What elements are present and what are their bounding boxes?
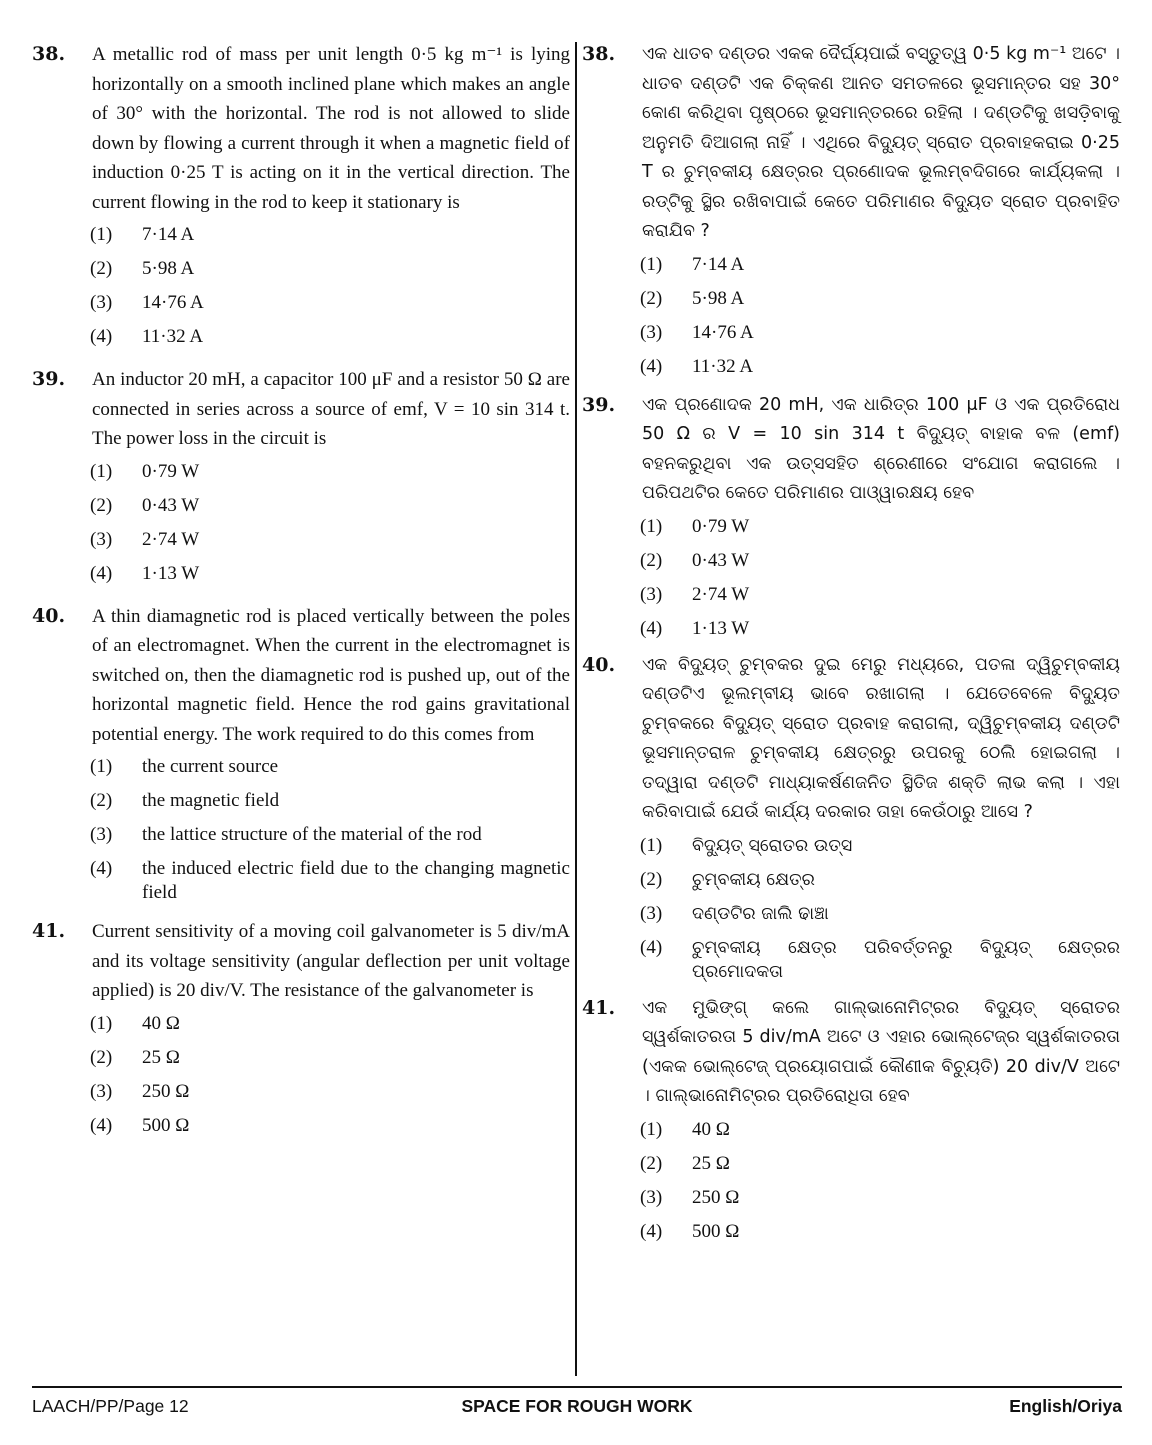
option-4 — [640, 617, 1120, 641]
option-label: (2) — [90, 258, 113, 279]
question-text: ଏକ ବିଦ୍ୟୁତ୍ ଚୁମ୍ବକର ଦୁଇ ମେରୁ ମଧ୍ୟରେ, ପତଳା ଦ୍ୱିଚୁମ୍ବକୀୟ ଦଣ୍ଡଟିଏ ଭୂଲମ୍ବୀୟ ଭାବେ ରଖାଗଲା । ଯେତେବେଳେ ବିଦ୍ୟୁତ ଚୁମ୍ବକରେ ବିଦ୍ୟୁତ୍ ସ୍ରୋତ ପ୍ରବାହ କରାଗଲା, ଦ୍ୱିଚୁମ୍ବକୀୟ ଦଣ୍ଡଟି ଭୂସମାନ୍ତରାଳ ଚୁମ୍ବକୀୟ କ୍ଷେତ୍ରରୁ ଉପରକୁ ଠେଲି ହୋଇଗଲା । ତଦ୍ୱାରା ଦଣ୍ଡଟି ମାଧ୍ୟାକର୍ଷଣଜନିତ ସ୍ଥିତିଜ ଶକ୍ତି ଲାଭ କଲା । ଏହା କରିବାପାଇଁ ଯେଉଁ କାର୍ଯ୍ୟ ଦରକାର ତାହା କେଉଁଠାରୁ ଆସେ ? — [642, 654, 1120, 822]
option-text: 2·74 W — [142, 528, 200, 550]
footer-rule — [32, 1386, 1122, 1388]
option-text: the current source — [142, 756, 279, 777]
option-text: the lattice structure of the material of the rod — [142, 824, 482, 845]
option-text: 0·79 W — [692, 515, 750, 537]
option-label: (3) — [90, 292, 113, 313]
option-label: (2) — [90, 1046, 113, 1068]
option-label: (4) — [90, 1114, 113, 1136]
option-text: 25 Ω — [692, 1152, 730, 1174]
question-text: An inductor 20 mH, a capacitor 100 μF and a resistor 50 Ω are connected in series across a source of emf, V = 10 sin 314 t. The power loss in the circuit is — [92, 369, 570, 449]
option-label: (1) — [640, 515, 663, 537]
option-3 — [640, 902, 1120, 926]
option-text: ଚୁମ୍ବକୀୟ କ୍ଷେତ୍ର ପରିବର୍ତ୍ତନରୁ ବିଦ୍ୟୁତ୍ କ୍ଷେତ୍ରର ପ୍ରମୋଦକତା — [692, 937, 1120, 982]
option-text: 7·14 A — [692, 253, 745, 275]
option-text: 500 Ω — [142, 1114, 190, 1136]
option-2 — [640, 549, 1120, 573]
option-text: the magnetic field — [142, 790, 280, 811]
question-number: 39. — [32, 368, 66, 390]
option-label: (2) — [90, 494, 113, 516]
option-2 — [640, 868, 1120, 892]
option-text: 7·14 A — [142, 224, 195, 245]
option-label: (1) — [90, 1012, 113, 1034]
option-3 — [90, 1080, 570, 1104]
option-1 — [90, 1012, 570, 1036]
option-text: ବିଦ୍ୟୁତ୍ ସ୍ରୋତର ଉତ୍ସ — [692, 835, 853, 856]
option-label: (1) — [640, 834, 663, 856]
option-text: 500 Ω — [692, 1220, 740, 1242]
option-3 — [640, 321, 1120, 345]
oriya-column — [582, 40, 1120, 1258]
option-label: (3) — [640, 583, 663, 605]
option-text: 0·43 W — [692, 549, 750, 571]
option-text: 5·98 A — [692, 287, 745, 309]
question-number: 38. — [582, 43, 616, 65]
option-label: (1) — [90, 224, 113, 245]
option-1 — [90, 223, 570, 247]
question-41-or — [582, 994, 1120, 1244]
option-4 — [640, 1220, 1120, 1244]
option-2 — [90, 257, 570, 281]
option-3 — [90, 291, 570, 315]
question-number: 40. — [32, 604, 66, 627]
question-38-en — [32, 40, 570, 349]
language-label: English/Oriya — [1009, 1396, 1122, 1416]
option-label: (2) — [640, 868, 663, 890]
option-text: 25 Ω — [142, 1046, 180, 1068]
options-list — [90, 460, 570, 586]
options-list — [640, 253, 1120, 379]
question-40-or — [582, 651, 1120, 984]
option-label: (3) — [90, 824, 113, 845]
option-4 — [640, 355, 1120, 379]
question-text: Current sensitivity of a moving coil galvanometer is 5 div/mA and its voltage sensitivity (angular deflection per unit voltage applied) is 20 div/V. The resistance of the galvanometer is — [92, 921, 570, 1001]
option-2 — [90, 1046, 570, 1070]
option-text: 14·76 A — [692, 321, 754, 343]
option-label: (1) — [90, 756, 113, 777]
option-label: (2) — [640, 549, 663, 571]
option-1 — [640, 834, 1120, 858]
question-38-or — [582, 40, 1120, 379]
option-text: 0·43 W — [142, 494, 200, 516]
option-2 — [640, 287, 1120, 311]
option-label: (4) — [640, 1220, 663, 1242]
option-text: 14·76 A — [142, 292, 204, 313]
option-text: 250 Ω — [142, 1080, 190, 1102]
options-list — [90, 223, 570, 349]
question-number: 41. — [582, 996, 616, 1019]
option-1 — [640, 253, 1120, 277]
page-footer — [32, 1396, 1122, 1422]
option-label: (4) — [90, 562, 113, 584]
option-2 — [90, 494, 570, 518]
option-label: (4) — [90, 858, 113, 879]
option-2 — [90, 789, 570, 813]
option-label: (4) — [640, 617, 663, 639]
question-number: 39. — [582, 393, 616, 416]
option-text: 2·74 W — [692, 583, 750, 605]
option-1 — [90, 460, 570, 484]
options-list — [90, 1012, 570, 1138]
option-4 — [90, 562, 570, 586]
option-text: 40 Ω — [692, 1118, 730, 1140]
option-4 — [90, 325, 570, 349]
option-label: (3) — [640, 902, 663, 924]
option-label: (3) — [90, 1080, 113, 1102]
option-label: (3) — [90, 528, 113, 550]
option-label: (2) — [640, 287, 663, 309]
rough-work-label: SPACE FOR ROUGH WORK — [461, 1396, 693, 1416]
option-1 — [640, 1118, 1120, 1142]
question-text: A metallic rod of mass per unit length 0·5 kg m⁻¹ is lying horizontally on a smooth inclined plane which makes an angle of 30° with the horizontal. The rod is not allowed to slide down by flowing a current through it when a magnetic field of induction 0·25 T is acting on it in the vertical direction. The current flowing in the rod to keep it stationary is — [92, 44, 570, 213]
option-label: (4) — [640, 936, 663, 958]
option-3 — [640, 1186, 1120, 1210]
english-column — [32, 40, 570, 1152]
option-text: the induced electric field due to the changing magnetic field — [142, 858, 570, 903]
option-3 — [90, 823, 570, 847]
option-text: ଦଣ୍ଡଟିର ଜାଲି ଢାଞ୍ଚା — [692, 903, 829, 924]
question-41-en — [32, 917, 570, 1138]
option-label: (4) — [640, 355, 663, 377]
option-text: 0·79 W — [142, 460, 200, 482]
option-label: (4) — [90, 326, 113, 347]
option-text: 40 Ω — [142, 1012, 180, 1034]
option-text: 11·32 A — [142, 326, 204, 347]
option-3 — [640, 583, 1120, 607]
options-list — [90, 755, 570, 905]
option-text: 11·32 A — [692, 355, 754, 377]
option-text: ଚୁମ୍ବକୀୟ କ୍ଷେତ୍ର — [692, 869, 815, 890]
question-text: ଏକ ଧାତବ ଦଣ୍ଡର ଏକକ ଦୈର୍ଘ୍ୟପାଇଁ ବସ୍ତୁତ୍ୱ 0·5 kg m⁻¹ ଅଟେ । ଧାତବ ଦଣ୍ଡଟି ଏକ ଚିକ୍‌କଣ ଆନତ ସମତଳରେ ଭୂସମାନ୍ତର ସହ 30° କୋଣ କରିଥିବା ପୃଷ୍ଠରେ ଭୂସମାନ୍ତରରେ ରହିଲା । ଦଣ୍ଡଟିକୁ ଖସଡ଼ିବାକୁ ଅନୁମତି ଦିଆଗଲା ନାହିଁ । ଏଥିରେ ବିଦ୍ୟୁତ୍ ସ୍ରୋତ ପ୍ରବାହକରାଇ 0·25 T ର ଚୁମ୍ବକୀୟ କ୍ଷେତ୍ରର ପ୍ରଣୋଦକ ଭୂଲମ୍ବଦିଗରେ କାର୍ଯ୍ୟକଲା । ରଡ୍‌ଟିକୁ ସ୍ଥିର ରଖିବାପାଇଁ କେତେ ପରିମାଣର ବିଦ୍ୟୁତ ସ୍ରୋତ ପ୍ରବାହିତ କରାଯିବ ? — [642, 44, 1120, 241]
option-1 — [640, 515, 1120, 539]
option-label: (1) — [640, 253, 663, 275]
option-label: (1) — [90, 460, 113, 482]
option-text: 250 Ω — [692, 1186, 740, 1208]
option-label: (1) — [640, 1118, 663, 1140]
question-number: 38. — [32, 43, 66, 65]
options-list — [640, 834, 1120, 984]
option-text: 5·98 A — [142, 258, 195, 279]
column-divider — [575, 42, 577, 1376]
question-text: ଏକ ମୁଭିଙ୍ଗ୍ କଲେ ଗାଲ୍‌ଭାନୋମିଟ୍‌ରର ବିଦ୍ୟୁତ୍ ସ୍ରୋତର ସ୍ୱର୍ଶକାତରତା 5 div/mA ଅଟେ ଓ ଏହାର ଭୋଲ୍‌ଟେଜ୍‌ର ସ୍ୱର୍ଶକାତରତା (ଏକକ ଭୋଲ୍‌ଟେଜ୍ ପ୍ରୟୋଗପାଇଁ କୌଣୀକ ବିଚ୍ୟୁତି) 20 div/V ଅଟେ । ଗାଲ୍‌ଭାନୋମିଟ୍‌ରର ପ୍ରତିରୋଧିତା ହେବ — [642, 997, 1120, 1106]
option-4 — [640, 936, 1120, 984]
question-text: A thin diamagnetic rod is placed vertically between the poles of an electromagnet. When the current in the electromagnet is switched on, then the diamagnetic rod is pushed up, out of the horizontal magnetic field. Hence the rod gains gravitational potential energy. The work required to do this comes from — [92, 605, 570, 745]
options-list — [640, 515, 1120, 641]
option-2 — [640, 1152, 1120, 1176]
question-39-or — [582, 391, 1120, 641]
option-1 — [90, 755, 570, 779]
question-40-en — [32, 602, 570, 906]
question-39-en — [32, 365, 570, 586]
question-number: 40. — [582, 653, 616, 676]
option-label: (3) — [640, 1186, 663, 1208]
option-label: (2) — [90, 790, 113, 811]
options-list — [640, 1118, 1120, 1244]
question-text: ଏକ ପ୍ରଣୋଦକ 20 mH, ଏକ ଧାରିତ୍ର 100 μF ଓ ଏକ ପ୍ରତିରୋଧ 50 Ω ର V = 10 sin 314 t ବିଦ୍ୟୁତ୍ ବାହାକ ବଳ (emf) ବହନକରୁଥିବା ଏକ ଉତ୍ସସହିତ ଶ୍ରେଣୀରେ ସଂଯୋଗ କରାଗଲେ । ପରିପଥଟିର କେତେ ପରିମାଣର ପାଓ୍ୱାରକ୍ଷୟ ହେବ — [642, 394, 1120, 503]
option-label: (3) — [640, 321, 663, 343]
option-label: (2) — [640, 1152, 663, 1174]
option-text: 1·13 W — [692, 617, 750, 639]
page-code: LAACH/PP/Page 12 — [32, 1396, 189, 1416]
option-text: 1·13 W — [142, 562, 200, 584]
option-3 — [90, 528, 570, 552]
option-4 — [90, 857, 570, 905]
option-4 — [90, 1114, 570, 1138]
question-number: 41. — [32, 920, 66, 942]
